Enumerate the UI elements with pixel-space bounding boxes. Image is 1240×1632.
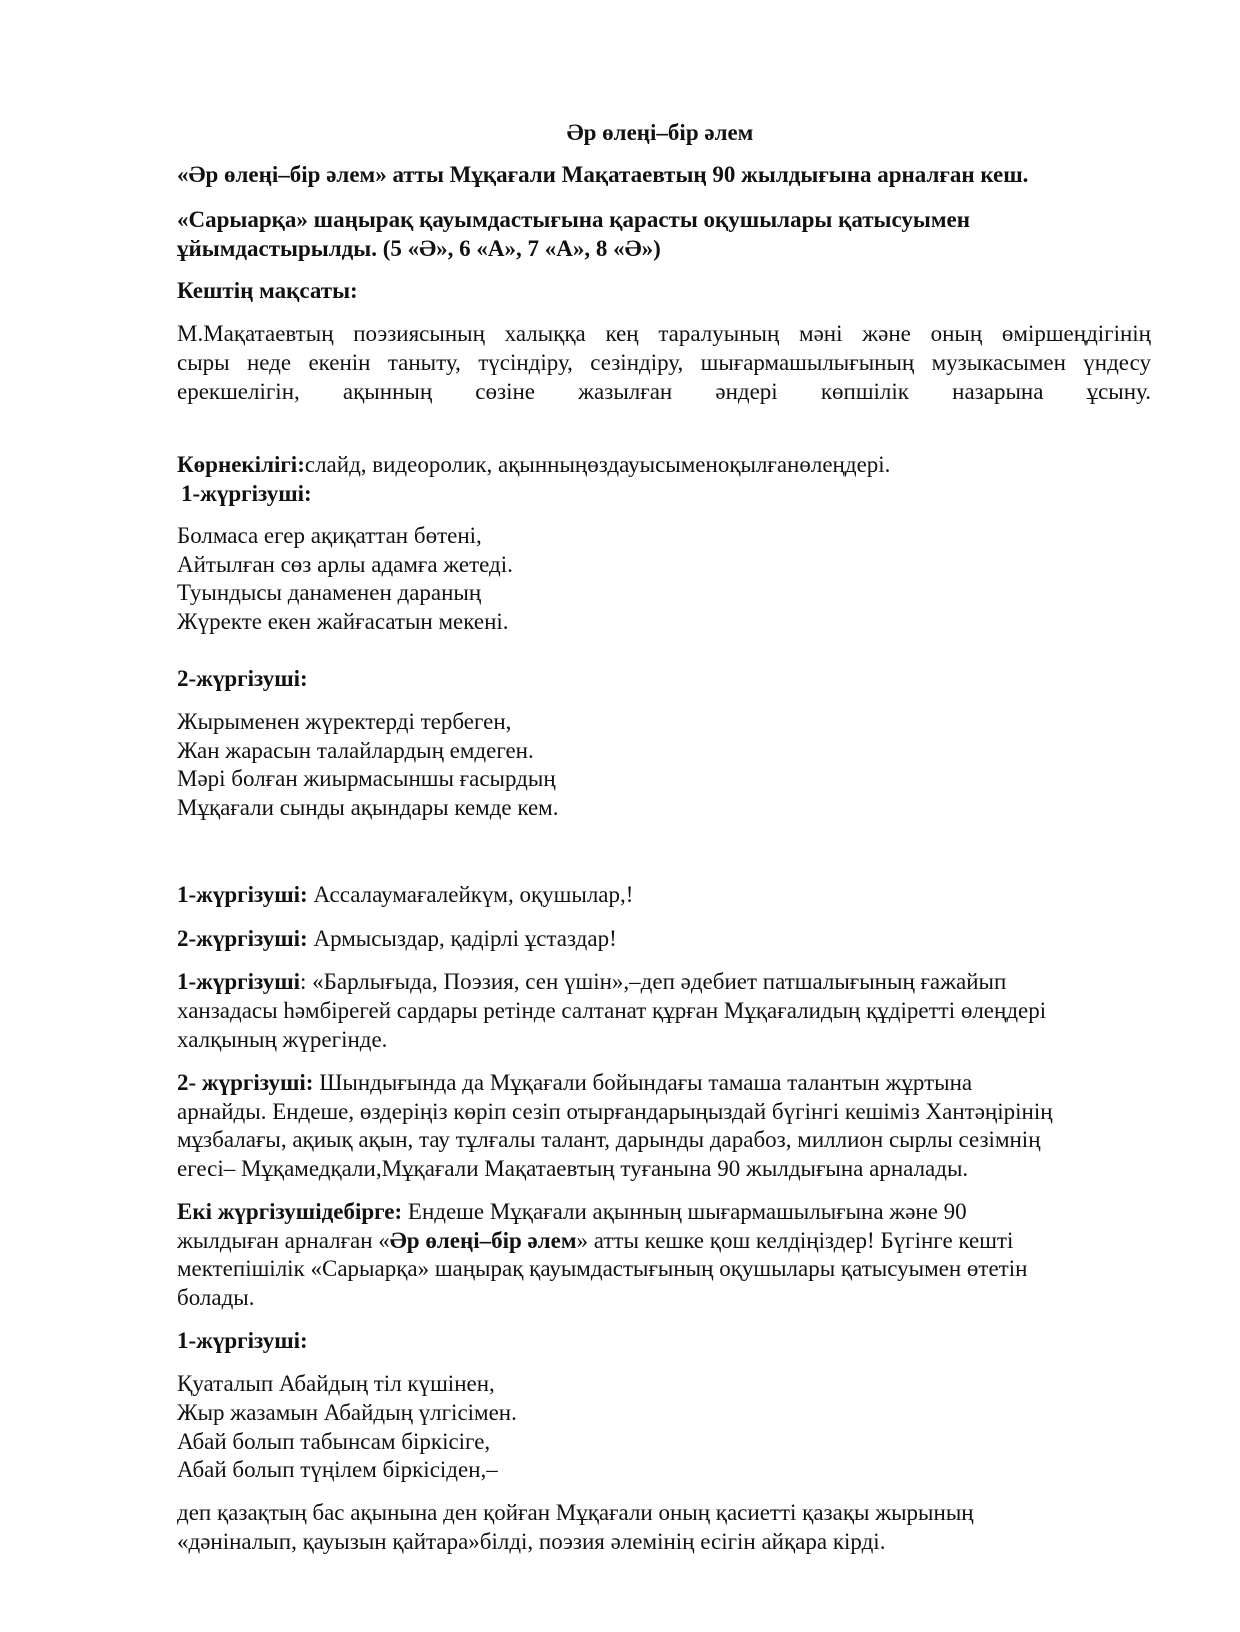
dialogue-5-label: Екі жүргізушідебірге: <box>177 1199 403 1224</box>
organizers-line-1: «Сарыарқа» шаңырақ қауымдастығына қарасты оқушылары қатысуымен <box>177 207 970 232</box>
dialogue-5-text-2a: жылдыған арналған « <box>177 1228 390 1253</box>
dialogue-2-label: 2-жүргізуші: <box>177 926 308 951</box>
goal-line-2: сыры неде екенін таныту, түсіндіру, сезіндіру, шығармашылығының музыкасымен үндесу <box>177 350 1151 375</box>
visuals-label: Көрнекілігі: <box>177 452 305 477</box>
poem2-line-3: Мәрі болған жиырмасыншы ғасырдың <box>177 766 556 791</box>
event-subtitle: «Әр өлеңі–бір әлем» атты Мұқағали Мақатаевтың 90 жылдығына арналған кеш. <box>177 162 1029 187</box>
poem1-line-3: Туындысы данаменен дараның <box>177 580 482 605</box>
dialogue-1-label: 1-жүргізуші: <box>177 882 308 907</box>
poem1-line-1: Болмаса егер ақиқаттан бөтені, <box>177 523 482 548</box>
poem3-line-4: Абай болып түңілем біркісіден,– <box>177 1457 498 1482</box>
organizers-line-2: ұйымдастырылды. (5 «Ә», 6 «А», 7 «А», 8 «Ә») <box>177 236 661 261</box>
dialogue-5-line-4: болады. <box>177 1285 255 1310</box>
dialogue-2 <box>177 924 1151 954</box>
goal-heading: Кештің мақсаты: <box>177 278 358 303</box>
visuals-paragraph <box>177 450 1151 480</box>
poem3-line-2: Жыр жазамын Абайдың үлгісімен. <box>177 1400 517 1425</box>
dialogue-4-text: Шындығында да Мұқағали бойындағы тамаша талантын жұртына <box>313 1070 973 1095</box>
host2-label: 2-жүргізуші: <box>177 666 308 691</box>
dialogue-4-line-1 <box>177 1068 1151 1098</box>
dialogue-4-line-4: егесі– Мұқамедқали,Мұқағали Мақатаевтың туғанына 90 жылдығына арналады. <box>177 1156 969 1181</box>
poem2-line-1: Жырыменен жүректерді тербеген, <box>177 709 512 734</box>
poem2-line-4: Мұқағали сынды ақындары кемде кем. <box>177 795 559 820</box>
dialogue-5-text-1: Ендеше Мұқағали ақынның шығармашылығына және 90 <box>402 1199 967 1224</box>
dialogue-3-line-2: ханзадасы һәмбірегей сардары ретінде салтанат құрған Мұқағалидың құдіретті өлеңдері <box>177 998 1047 1023</box>
dialogue-5-line-1 <box>177 1197 1151 1227</box>
dialogue-1 <box>177 880 1151 910</box>
dialogue-5-line-3: мектепішілік «Сарыарқа» шаңырақ қауымдастығының оқушылары қатысуымен өтетін <box>177 1256 1028 1281</box>
goal-line-3: ерекшелігін, ақынның сөзіне жазылған әндері көпшілік назарына ұсыну. <box>177 379 1151 404</box>
dialogue-3-line-1 <box>177 967 1151 997</box>
dialogue-3-text: : «Барлығыда, Поэзия, сен үшін»,–деп әдебиет патшалығының ғажайып <box>300 969 1007 994</box>
dialogue-4-label: 2- жүргізуші: <box>177 1070 314 1095</box>
document-title: Әр өлеңі–бір әлем <box>566 120 754 145</box>
dialogue-3-line-3: халқының жүрегінде. <box>177 1027 388 1052</box>
dialogue-5-event-name: Әр өлеңі–бір әлем <box>389 1228 577 1253</box>
host1-label: 1-жүргізуші: <box>181 481 312 506</box>
dialogue-5-line-2 <box>177 1226 1151 1256</box>
poem1-line-2: Айтылған сөз арлы адамға жетеді. <box>177 552 513 577</box>
poem1-line-4: Жүректе екен жайғасатын мекені. <box>177 609 509 634</box>
visuals-text: слайд, видеоролик, ақынныңөздауысыменоқылғанөлеңдері. <box>304 452 891 477</box>
dialogue-1-text: Ассалаумағалейкүм, оқушылар,! <box>307 882 634 907</box>
dialogue-3-label: 1-жүргізуші <box>177 969 301 994</box>
poem2-line-2: Жан жарасын талайлардың емдеген. <box>177 738 534 763</box>
dialogue-4-line-2: арнайды. Ендеше, өздеріңіз көріп сезіп отырғандарыңыздай бүгінгі кешіміз Хантәңірінің <box>177 1099 1053 1124</box>
dialogue-5-text-2c: » атты кешке қош келдіңіздер! Бүгінге кешті <box>576 1228 1014 1253</box>
closing-line-2: «дәніналып, қауызын қайтара»білді, поэзия әлемінің есігін айқара кірді. <box>177 1529 886 1554</box>
goal-line-1: М.Мақатаевтың поэзиясының халыққа кең таралуының мәні және оның өміршеңдігінің <box>177 321 1151 346</box>
poem3-line-3: Абай болып табынсам біркісіге, <box>177 1429 491 1454</box>
host1b-label: 1-жүргізуші: <box>177 1328 308 1353</box>
dialogue-4-line-3: мұзбалағы, ақиық ақын, тау тұлғалы талант, дарынды дарабоз, миллион сырлы сезімнің <box>177 1127 1041 1152</box>
dialogue-2-text: Армысыздар, қадірлі ұстаздар! <box>307 926 617 951</box>
poem3-line-1: Қуаталып Абайдың тіл күшінен, <box>177 1371 495 1396</box>
closing-line-1: деп қазақтың бас ақынына ден қойған Мұқағали оның қасиетті қазақы жырының <box>177 1500 974 1525</box>
